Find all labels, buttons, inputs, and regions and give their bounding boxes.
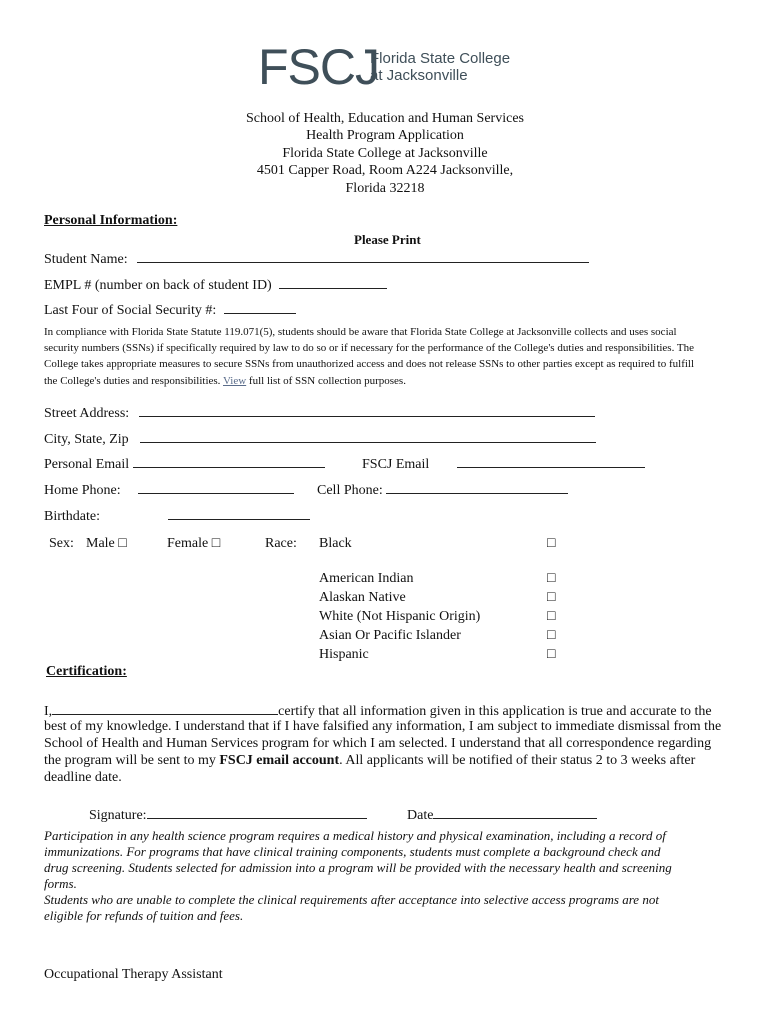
cert-text-4a: the program will be sent to my xyxy=(44,753,216,768)
cert-line-1 xyxy=(44,702,712,720)
personal-email-row xyxy=(44,455,325,473)
race-option-black: Black xyxy=(319,536,352,551)
certification-heading: Certification: xyxy=(46,664,127,679)
female-option[interactable] xyxy=(167,536,220,552)
header-form-title: Health Program Application xyxy=(306,128,464,143)
empl-label: EMPL # (number on back of student ID) xyxy=(44,278,272,293)
ssn-row xyxy=(44,301,296,319)
cert-line-2: best of my knowledge. I understand that if I have falsified any information, I am subject to immediate dismissal from the xyxy=(44,719,722,734)
date-row xyxy=(407,806,597,824)
notes-p2-line-2: eligible for refunds of tuition and fees. xyxy=(44,908,244,923)
logo-mark: FSCJ xyxy=(258,39,379,95)
cert-i: I, xyxy=(44,704,53,719)
notes-p2-line-1: Students who are unable to complete the clinical requirements after acceptance into selective access programs are not xyxy=(44,892,659,907)
birthdate-row xyxy=(44,507,310,525)
header-state-zip: Florida 32218 xyxy=(345,181,425,196)
city-row xyxy=(44,430,596,448)
ssn-notice-tail: full list of SSN collection purposes. xyxy=(248,375,406,387)
city-label: City, State, Zip xyxy=(44,432,129,447)
signature-field[interactable] xyxy=(147,806,367,819)
program-name: Occupational Therapy Assistant xyxy=(44,967,223,982)
birthdate-label: Birthdate: xyxy=(44,509,100,524)
home-phone-field[interactable] xyxy=(138,481,294,494)
race-option-alaskan-native: Alaskan Native xyxy=(319,590,406,605)
race-option-american-indian: American Indian xyxy=(319,571,414,586)
logo-line-2: at Jacksonville xyxy=(370,67,468,84)
race-option-white: White (Not Hispanic Origin) xyxy=(319,609,481,624)
student-name-field[interactable] xyxy=(137,250,589,263)
home-phone-row xyxy=(44,481,294,499)
notes-p1-line-1: Participation in any health science program requires a medical history and physical examination, including a record of xyxy=(44,828,666,843)
city-field[interactable] xyxy=(140,430,596,443)
ssn-notice-line-4 xyxy=(44,375,406,387)
male-label: Male xyxy=(86,536,115,551)
personal-email-label: Personal Email xyxy=(44,457,130,472)
cert-text-1: certify that all information given in this application is true and accurate to the xyxy=(278,704,712,719)
date-field[interactable] xyxy=(433,806,597,819)
empl-field[interactable] xyxy=(279,276,387,289)
male-option[interactable] xyxy=(86,536,127,552)
personal-email-field[interactable] xyxy=(133,455,325,468)
cert-line-5: deadline date. xyxy=(44,770,122,785)
signature-row xyxy=(89,806,367,824)
notes-p1-line-2: immunizations. For programs that have clinical training components, students must complete a background check and xyxy=(44,844,661,859)
race-checkbox-alaskan-native[interactable]: □ xyxy=(547,590,556,605)
street-label: Street Address: xyxy=(44,406,130,421)
sex-label: Sex: xyxy=(49,536,74,551)
race-checkbox-american-indian[interactable]: □ xyxy=(547,571,556,586)
cell-phone-row xyxy=(317,481,568,499)
notes-p1-line-4: forms. xyxy=(44,876,77,891)
street-row xyxy=(44,404,595,422)
race-option-asian-pacific: Asian Or Pacific Islander xyxy=(319,628,461,643)
date-label: Date xyxy=(407,808,434,823)
please-print-label: Please Print xyxy=(354,232,421,247)
ssn-notice-line-3: College takes appropriate measures to secure SSNs from unauthorized access and does not release SSNs to other parties except as required to fulfill xyxy=(44,358,695,370)
notes-p1-line-3: drug screening. Students selected for admission into a program will be provided with the necessary health and screening xyxy=(44,860,672,875)
cert-email-emphasis: FSCJ email account xyxy=(219,753,340,768)
student-name-label: Student Name: xyxy=(44,252,128,267)
race-checkbox-white[interactable]: □ xyxy=(547,609,556,624)
race-checkbox-asian-pacific[interactable]: □ xyxy=(547,628,556,643)
ssn-label: Last Four of Social Security #: xyxy=(44,303,217,318)
ssn-notice-line-1: In compliance with Florida State Statute 119.071(5), students should be aware that Florida State College at Jacksonville collects and uses social xyxy=(44,326,677,338)
fscj-email-label: FSCJ Email xyxy=(362,457,430,472)
signature-label: Signature: xyxy=(89,808,147,823)
race-checkbox-black[interactable]: □ xyxy=(547,536,556,551)
cell-phone-label: Cell Phone: xyxy=(317,483,383,498)
ssn-notice-text: the College's duties and responsibilities. xyxy=(44,375,221,387)
cert-line-4 xyxy=(44,753,695,769)
cert-name-field[interactable] xyxy=(52,702,278,715)
personal-info-heading: Personal Information: xyxy=(44,213,178,228)
race-label: Race: xyxy=(265,536,297,551)
empl-row xyxy=(44,276,387,294)
street-field[interactable] xyxy=(139,404,595,417)
male-checkbox[interactable]: □ xyxy=(118,536,127,551)
header-school: School of Health, Education and Human Services xyxy=(246,111,524,126)
home-phone-label: Home Phone: xyxy=(44,483,121,498)
ssn-notice-line-2: security numbers (SSNs) if specifically required by law to do so or if necessary for the performance of the College's duties and responsibilities. The xyxy=(44,342,694,354)
female-checkbox[interactable]: □ xyxy=(211,536,221,551)
cert-line-3: School of Health and Human Services program for which I am selected. I understand that all correspondence regarding xyxy=(44,736,712,751)
race-checkbox-hispanic[interactable]: □ xyxy=(547,647,556,662)
female-label: Female xyxy=(167,536,209,551)
birthdate-field[interactable] xyxy=(168,507,310,520)
cell-phone-field[interactable] xyxy=(386,481,568,494)
ssn-view-link[interactable]: View xyxy=(223,375,247,387)
ssn-field[interactable] xyxy=(224,301,296,314)
header-college: Florida State College at Jacksonville xyxy=(282,146,488,161)
fscj-email-field[interactable] xyxy=(457,455,645,468)
race-option-hispanic: Hispanic xyxy=(319,647,369,662)
logo-line-1: Florida State College xyxy=(370,50,511,67)
fscj-logo xyxy=(258,38,518,100)
fscj-email-row xyxy=(362,455,645,473)
student-name-row xyxy=(44,250,589,268)
header-address: 4501 Capper Road, Room A224 Jacksonville, xyxy=(256,163,514,178)
cert-text-4b: . All applicants will be notified of their status 2 to 3 weeks after xyxy=(339,753,696,768)
